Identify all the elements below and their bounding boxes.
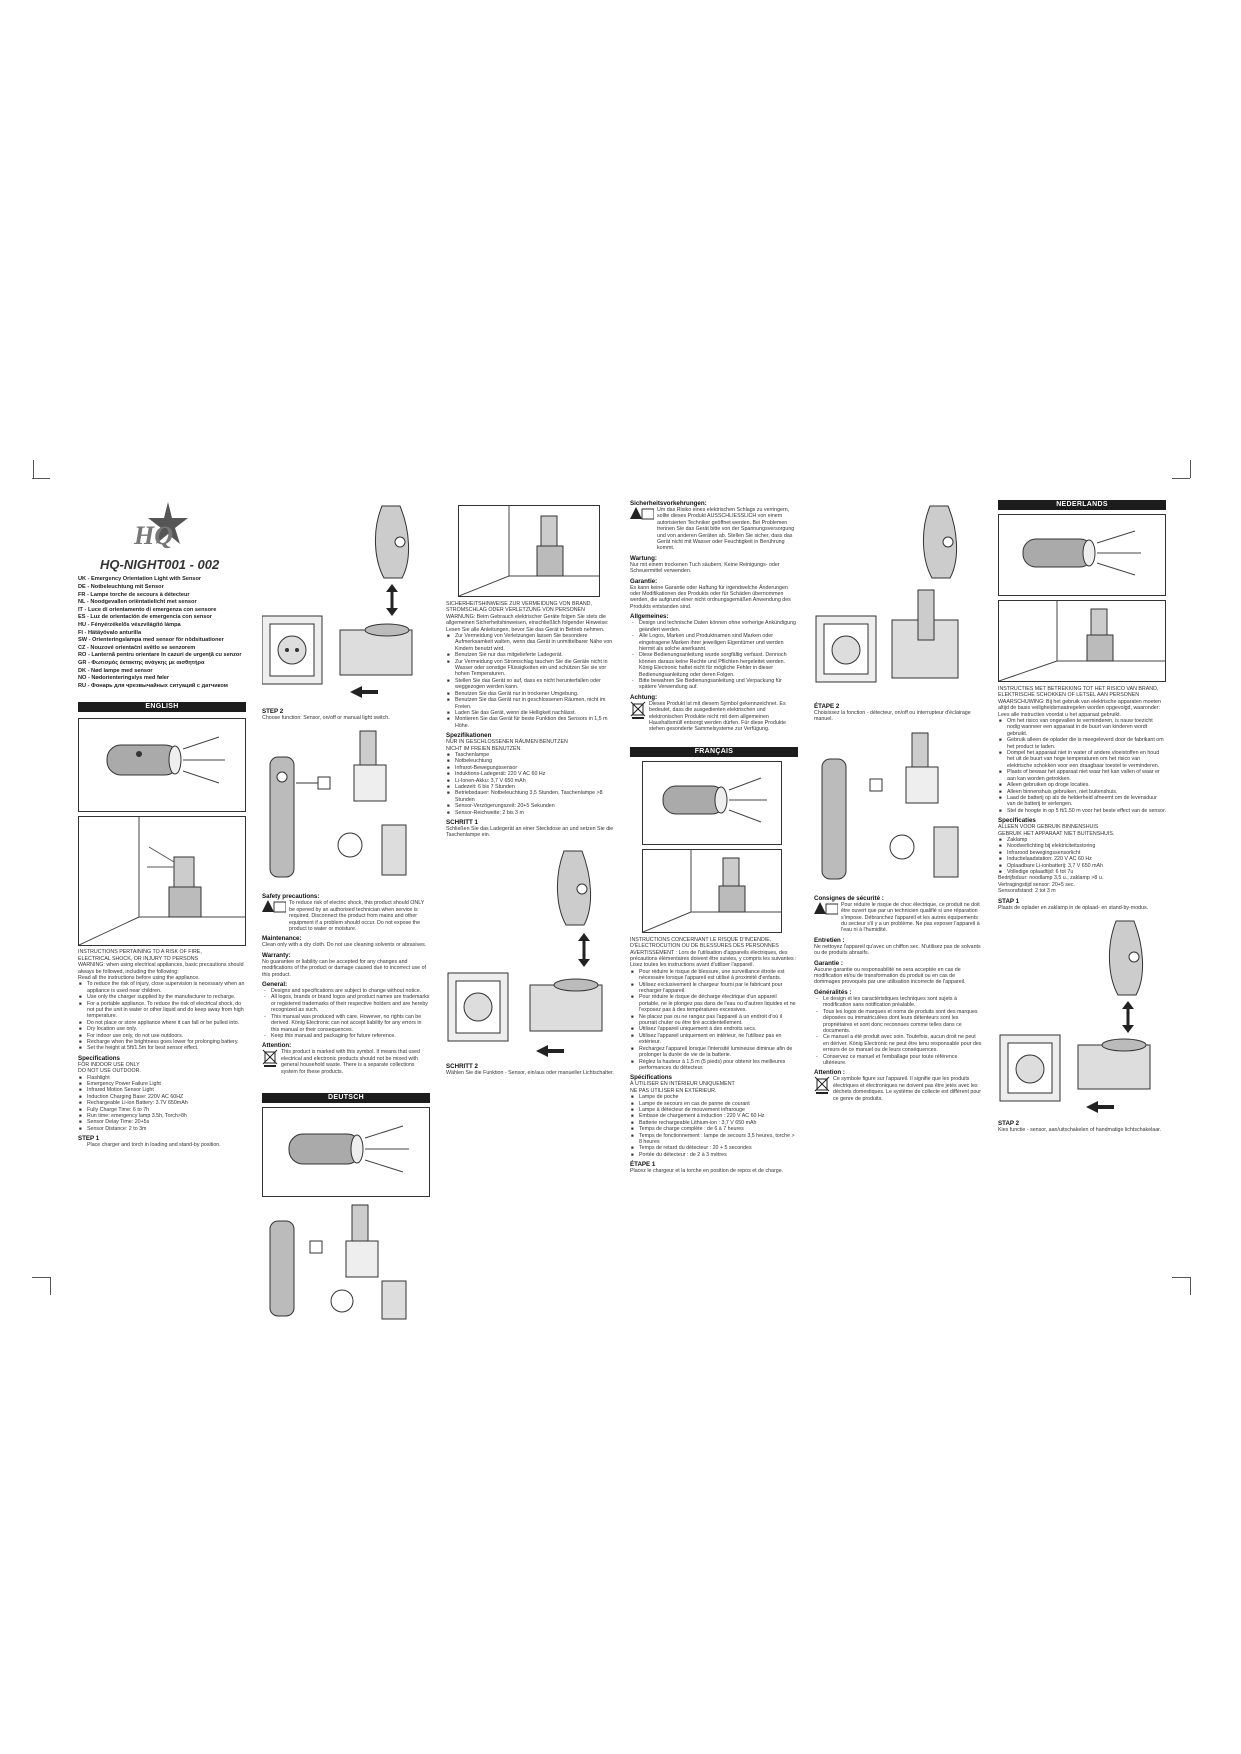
- nl-step2-title: STAP 2: [998, 1120, 1020, 1127]
- language-item: CZ - Nouzové orientační světlo se senzorem: [78, 644, 196, 651]
- torch-illustration: [642, 761, 782, 845]
- warning-icon: [630, 507, 654, 521]
- language-item: HU - Fényérzékelős vészvilágító lámpa: [78, 621, 181, 628]
- de-maint-text: Nur mit einem trockenen Tuch säubern. Keine Reinigungs- oder Scheuermittel verwenden.: [630, 561, 780, 575]
- list-item: ■ Use only the charger supplied by the manufacturer to recharge.: [87, 994, 246, 1000]
- fr-safety-title: Consignes de sécurité :: [814, 894, 884, 902]
- nl-extra-line: Bedrijfsduur: noodlamp 3,5 u., zaklamp >8 u.: [998, 875, 1104, 882]
- fr-attention-text: Ce symbole figure sur l'appareil. Il signifie que les produits électriques et électroniques ne doivent pas être jetés avec les déchets domestiques. Le système de collecte est différent pour ce genre de produits.: [833, 1076, 982, 1102]
- star-icon: [120, 500, 190, 558]
- list-item: ■ Fully Charge Time: 6 to 7h: [87, 1107, 246, 1113]
- language-item: NO - Nødorienteringslys med føler: [78, 675, 170, 682]
- section-band-nederlands: NEDERLANDS: [998, 500, 1166, 510]
- list-item: ■ Utilisez l'appareil uniquement en intérieur, ne l'utilisez pas en extérieur.: [639, 1033, 798, 1046]
- en-spec-sub: FOR INDOOR USE ONLY: [78, 1061, 140, 1068]
- fr-spec-title: Spécifications: [630, 1074, 672, 1082]
- list-item: - Bitte bewahren Sie Bedienungsanleitung und Verpackung für spätere Verwendung auf.: [639, 678, 798, 691]
- fr-attention-row: [814, 1076, 982, 1102]
- de-step2-title: SCHRITT 2: [446, 1062, 478, 1070]
- language-item: UK - Emergency Orientation Light with Sensor: [78, 576, 202, 583]
- list-item: ■ Pour réduire le risque de décharge électrique d'un appareil portable, ne le plongez pas dans de l'eau ou d'autres liquides et ne l'exposez pas à des températures excessives.: [639, 994, 798, 1013]
- language-item: DK - Nød lampe med sensor: [78, 667, 153, 674]
- de-spec-title: Spezifikationen: [446, 732, 492, 740]
- language-item: SW - Orienteringslampa med sensor för nödsituationer: [78, 637, 224, 644]
- language-item: DE - Notbeleuchtung mit Sensor: [78, 584, 164, 590]
- list-item: ■ Stellen Sie das Gerät so auf, dass es nicht herunterfallen oder weggezogen werden kann.: [455, 678, 614, 691]
- list-item: ■ Do not place or store appliance where it can fall or be pulled into.: [87, 1020, 246, 1026]
- de-warranty-title: Garantie:: [630, 577, 658, 585]
- list-item: ■ Sensor Delay Time: 20+5s: [87, 1119, 246, 1125]
- en-attention-title: Attention:: [262, 1042, 292, 1050]
- fr-spec-sub: NE PAS UTILISER EN EXTÉRIEUR.: [630, 1087, 717, 1094]
- list-item: ■ Plaats of bewaar het apparaat niet waar het kan vallen of waar er aan kan worden getrokken.: [1007, 769, 1166, 782]
- en-safety-row: [262, 900, 430, 932]
- nl-intro: INSTRUCTIES MET BETREKKING TOT HET RISICO VAN BRAND, ELEKTRISCHE SCHOKKEN OF LETSEL AAN PERSONEN WAARSCHUWING: Bij het gebruik van elektrische apparaten moeten altijd de basis veiligheidsmaatregelen worden opgevolgd, waaronder: Lees alle instructies voordat u het apparaat gebruikt.: [998, 686, 1161, 718]
- nl-spec-title: Specificaties: [998, 817, 1036, 825]
- list-item: ■ Rechargez l'appareil lorsque l'intensité lumineuse diminue afin de prolonger la durée de vie de la batterie.: [639, 1046, 798, 1059]
- list-item: ■ Run time: emergency lamp 3.5h, Torch>8h: [87, 1113, 246, 1119]
- de-safety-text: Um das Risiko eines elektrischen Schlags zu verringern, sollte dieses Produkt AUSSCHLIESSLICH von einem autorisierten Techniker geöffnet werden. Bei Problemen trennen Sie das Gerät bitte von der Spannungsversorgung und von anderen Geräten ab. Stellen Sie sicher, dass das Gerät nicht mit Wasser oder Feuchtigkeit in Berührung kommt.: [657, 507, 795, 552]
- list-item: ■ Zur Vermeidung von Stromschlag tauchen Sie die Geräte nicht in Wasser oder sonstige Flüssigkeiten ein und schützen Sie sie vor hohen Temperaturen.: [455, 659, 614, 678]
- bin-icon: [814, 1076, 830, 1094]
- nl-spec-sub: ALLEEN VOOR GEBRUIK BINNENSHUIS: [998, 824, 1099, 831]
- en-step1-text: Place charger and torch in loading and stand-by position.: [87, 1142, 221, 1149]
- warning-icon: [814, 902, 838, 916]
- en-spec-title: Specifications: [78, 1054, 120, 1062]
- warning-icon: [262, 900, 286, 914]
- column-4: [630, 500, 798, 1175]
- language-item: GR - Φωτισμός έκτακτης ανάγκης με αισθητήρα: [78, 659, 205, 666]
- list-item: ■ Emergency Power Failure Light: [87, 1081, 246, 1087]
- en-spec-sub: DO NOT USE OUTDOOR.: [78, 1068, 141, 1075]
- de-spec-list: [446, 752, 614, 816]
- crop-mark: [1190, 1277, 1192, 1295]
- fr-general-title: Généralités :: [814, 988, 852, 996]
- nl-extra-line: Sensorafstand: 2 tot 3 m: [998, 888, 1056, 895]
- charger-illustration: [262, 500, 430, 705]
- en-safety-text: To reduce risk of electric shock, this product should ONLY be opened by an authorised technician when service is required. Disconnect the product from mains and other equipment if a problem should occur. Do not expose the product to water or moisture.: [289, 900, 425, 933]
- list-item: ■ Recharge when the brightness goes lower for prolonging battery.: [87, 1039, 246, 1045]
- room-illustration: [642, 849, 782, 933]
- list-item: ■ Volledige oplaadtijd: 6 tot 7u: [1007, 869, 1166, 875]
- de-safety-title: Sicherheitsvorkehrungen:: [630, 500, 707, 507]
- fr-warranty-title: Garantie :: [814, 959, 843, 967]
- list-item: ■ Ne placez pas ou ne rangez pas l'appareil à un endroit d'où il pourrait chuter ou être tiré accidentellement.: [639, 1014, 798, 1027]
- list-item: ■ Ladezeit: 6 bis 7 Stunden: [455, 784, 614, 790]
- torch-illustration: [262, 1107, 430, 1197]
- de-attention-text: Dieses Produkt ist mit diesem Symbol gekennzeichnet. Es bedeutet, dass die ausgedienten elektrischen und elektronischen Produkte nicht mit dem allgemeinen Haushaltsmüll entsorgt werden dürfen. Für diese Produkte stehen gesonderte Sammelsysteme zur Verfügung.: [649, 700, 786, 733]
- list-item: - All logos, brands or brand logos and product names are trademarks or registered trademarks of their respective holders and are hereby recognized as such.: [271, 994, 430, 1013]
- nl-spec-sub: GEBRUIK HET APPARAAT NIET BUITENSHUIS.: [998, 830, 1115, 837]
- list-item: ■ Lampe à détecteur de mouvement infrarouge: [639, 1107, 798, 1113]
- fr-spec-list: [630, 1094, 798, 1158]
- list-item: ■ Réglez la hauteur à 1,5 m (5 pieds) pour obtenir les meilleures performances du détecteur.: [639, 1059, 798, 1072]
- en-general-title: General:: [262, 981, 288, 989]
- list-item: ■ Embase de chargement à induction : 220 V AC 60 Hz: [639, 1113, 798, 1119]
- list-item: - Le design et les caractéristiques techniques sont sujets à modification sans notification préalable.: [823, 996, 982, 1009]
- language-item: FR - Lampe torche de secours à détecteur: [78, 591, 190, 598]
- list-item: ■ Lampe de secours en cas de panne de courant: [639, 1101, 798, 1107]
- fr-step1-text: Placez le chargeur et la torche en position de repos et de charge.: [630, 1168, 784, 1175]
- language-item: RU - Фонарь для чрезвычайных ситуаций с датчиком: [78, 682, 228, 689]
- charger-illustration: [814, 500, 982, 700]
- list-item: - Designs and specifications are subject to change without notice.: [271, 988, 430, 994]
- en-general-list: [262, 988, 430, 1039]
- list-item: - Ce manuel a été produit avec soin. Toutefois, aucun droit ne peut en dériver. König Electronic ne peut être tenu responsable pour des erreurs de ce manuel ou de leurs conséquences.: [823, 1034, 982, 1053]
- list-item: ■ Infrarot-Bewegungssensor: [455, 765, 614, 771]
- column-3: [446, 505, 614, 1076]
- nl-step1-text: Plaats de oplader en zaklamp in de oplaad- en stand-by-modus.: [998, 904, 1149, 911]
- fr-step2-text: Choisissez la fonction - détecteur, on/off ou interrupteur d'éclairage manuel.: [814, 710, 971, 723]
- en-warranty-text: No guarantee or liability can be accepted for any changes and modifications of the product or damage caused due to incorrect use of this product.: [262, 958, 427, 978]
- list-item: ■ Zaklamp: [1007, 837, 1166, 843]
- fr-safety-row: [814, 902, 982, 934]
- list-item: - Diese Bedienungsanleitung wurde sorgfältig verfasst. Dennoch können daraus keine Rechte und Pflichten hergeleitet werden. König Electronic haftet nicht für mögliche Fehler in dieser Bedienungsanleitung oder deren Folgen.: [639, 652, 798, 678]
- list-item: ■ Betriebsdauer: Notbeleuchtung 3,5 Stunden, Taschenlampe >8 Stunden: [455, 790, 614, 803]
- list-item: ■ Taschenlampe: [455, 752, 614, 758]
- list-item: ■ For indoor use only, do not use outdoors.: [87, 1033, 246, 1039]
- de-attention-row: [630, 701, 798, 733]
- charger-illustration: [446, 845, 614, 1060]
- switch-illustration: [814, 727, 982, 892]
- language-item: RO - Lanternă pentru orientare în cazuri de urgenţă cu senzor: [78, 652, 242, 659]
- list-item: ■ Infrarood bewegingssensorlicht: [1007, 850, 1166, 856]
- list-item: ■ Portée du détecteur : de 2 à 3 mètres: [639, 1152, 798, 1158]
- crop-mark: [50, 1277, 52, 1295]
- torch-illustration: [78, 718, 246, 812]
- language-list: [78, 576, 246, 690]
- en-attention-row: [262, 1049, 430, 1075]
- list-item: ■ Sensor-Verzögerungszeit: 20+5 Sekunden: [455, 803, 614, 809]
- de-maint-title: Wartung:: [630, 554, 657, 562]
- en-safety-title: Safety precautions:: [262, 893, 320, 901]
- list-item: ■ Temps de retard du détecteur : 20 + 5 secondes: [639, 1145, 798, 1151]
- column-6: [998, 500, 1166, 1133]
- list-item: - Tous les logos de marques et noms de produits sont des marques déposées ou immatriculées dont leurs détenteurs sont les propriétaires et sont donc reconnues comme telles dans ce documents.: [823, 1009, 982, 1035]
- de-safety-row: [630, 507, 798, 552]
- en-attention-text: This product is marked with this symbol. It means that used electrical and electronic products should not be mixed with general household waste. There is a separate collections system for these products.: [281, 1049, 420, 1075]
- list-item: ■ Om het risico van ongevallen te verminderen, is nauw toezicht nodig wanneer een apparaat in de buurt van kinderen wordt gebruikt.: [1007, 718, 1166, 737]
- list-item: ■ For a portable appliance. To reduce the risk of electrical shock, do not put the unit in water or other liquid and do keep away from high temperature.: [87, 1001, 246, 1020]
- list-item: ■ Stel de hoogte in op 5 ft/1.50 m voor het beste effect van de sensor.: [1007, 808, 1166, 814]
- section-band-english: ENGLISH: [78, 702, 246, 712]
- en-intro-line: WARNING: when using electrical appliances, basic precautions should always be followed, including the following:: [78, 962, 244, 975]
- list-item: - Keep this manual and packaging for future reference.: [271, 1033, 430, 1039]
- en-step2-text: Choose function: Sensor, on/off or manual light switch.: [262, 715, 390, 721]
- list-item: ■ Li-Ionen-Akku: 3,7 V 650 mAh: [455, 778, 614, 784]
- en-safety-list: [78, 981, 246, 1051]
- de-general-title: Allgemeines:: [630, 613, 669, 621]
- de-warranty-text: Es kann keine Garantie oder Haftung für irgendwelche Änderungen oder Modifikationen des Produkts oder für Schäden übernommen werden, die aufgrund einer nicht ordnungsgemäßen Anwendung des Produkts entstanden sind.: [630, 584, 791, 610]
- list-item: ■ Temps de charge complète : de 6 à 7 heures: [639, 1126, 798, 1132]
- list-item: ■ Batterie rechargeable Lithium-ion : 3,7 V 650 mAh: [639, 1120, 798, 1126]
- fr-intro: INSTRUCTIONS CONCERNANT LE RISQUE D'INCENDIE, D'ÉLECTROCUTION OU DE BLESSURES DES PERSONNES AVERTISSEMENT : Lors de l'utilisation d'appareils électriques, des précautions élémentaires doivent être suivies, y compris les suivantes : Lisez toutes les instructions avant d'utiliser l'appareil.: [630, 936, 797, 969]
- crop-mark: [1172, 478, 1190, 480]
- list-item: ■ Gebruik alleen de oplader die is meegeleverd door de fabrikant om het product te laden.: [1007, 737, 1166, 750]
- room-illustration: [78, 816, 246, 946]
- section-band-deutsch: DEUTSCH: [262, 1093, 430, 1103]
- list-item: ■ Sensor Distance: 2 to 3m: [87, 1126, 246, 1132]
- fr-safety-list: [630, 969, 798, 1072]
- en-intro-line: ELECTRICAL SHOCK, OR INJURY TO PERSONS: [78, 955, 199, 962]
- fr-safety-text: Pour réduire le risque de choc électrique, ce produit ne doit être ouvert que par un technicien qualifié si une réparation s'impose. Débranchez l'appareil et les autres équipements du secteur s'il y a un problème. Ne pas exposer l'appareil à l'eau ni à l'humidité.: [841, 901, 980, 934]
- crop-mark: [32, 1276, 50, 1278]
- column-2: [262, 500, 430, 1321]
- list-item: ■ Set the height at 5ft/1.5m for best sensor effect.: [87, 1045, 246, 1051]
- list-item: ■ To reduce the risk of injury, close supervision is necessary when an appliance is used near children.: [87, 981, 246, 994]
- list-item: - Design und technische Daten können ohne vorherige Ankündigung geändert werden.: [639, 620, 798, 633]
- de-general-list: [630, 620, 798, 690]
- en-step2-title: STEP 2: [262, 708, 284, 715]
- de-spec-sub: NICHT IM FREIEN BENUTZEN.: [446, 745, 522, 752]
- nl-safety-list: [998, 718, 1166, 814]
- crop-mark: [1172, 1276, 1190, 1278]
- list-item: ■ Montieren Sie das Gerät für beste Funktion des Sensors in 1,5 m Höhe.: [455, 716, 614, 729]
- list-item: - Alle Logos, Marken und Produktnamen sind Marken oder eingetragene Marken ihrer jeweiligen Eigentümer und werden hiermit als solche anerkannt.: [639, 633, 798, 652]
- list-item: ■ Alleen gebruiken op droge locaties.: [1007, 782, 1166, 788]
- bin-icon: [630, 701, 646, 719]
- fr-maint-text: Ne nettoyez l'appareil qu'avec un chiffon sec. N'utilisez pas de solvants ou de produits abrasifs.: [814, 943, 981, 957]
- language-item: FI - Hätäyövalo anturilla: [78, 629, 142, 636]
- list-item: ■ Rechargeable Li-ion Battery: 3.7V 650mAh: [87, 1100, 246, 1106]
- bin-icon: [262, 1049, 278, 1067]
- section-band-francais: FRANÇAIS: [630, 747, 798, 757]
- list-item: ■ Inductielaadstation: 220 V AC 60 Hz: [1007, 856, 1166, 862]
- list-item: ■ Sensor-Reichweite: 2 bis 3 m: [455, 810, 614, 816]
- column-5: [814, 500, 982, 1102]
- list-item: ■ Laden Sie das Gerät, wenn die Helligkeit nachlässt.: [455, 710, 614, 716]
- de-spec-sub: NUR IN GESCHLOSSENEN RÄUMEN BENUTZEN: [446, 739, 568, 746]
- list-item: ■ Benutzen Sie das Gerät nur in trockener Umgebung.: [455, 691, 614, 697]
- language-item: NL - Noodgevallen oriëntatielicht met sensor: [78, 599, 197, 606]
- list-item: ■ Oplaadbare Li-ionbatterij: 3,7 V 650 mAh: [1007, 863, 1166, 869]
- fr-warranty-text: Aucune garantie ou responsabilité ne sera acceptée en cas de modification et/ou de transformation du produit ou en cas de dommages provoqués par une utilisation incorrecte de l'appareil.: [814, 966, 966, 986]
- list-item: ■ Notbeleuchtung: [455, 758, 614, 764]
- column-1: [78, 500, 246, 1149]
- list-item: ■ Dry location use only.: [87, 1026, 246, 1032]
- crop-mark: [1190, 460, 1192, 478]
- language-item: IT - Luce di orientamento di emergenza con sensore: [78, 606, 217, 613]
- nl-extra-line: Vertragingstijd sensor: 20+5 sec.: [998, 881, 1075, 888]
- en-step1-title: STEP 1: [78, 1135, 100, 1143]
- fr-attention-title: Attention :: [814, 1069, 845, 1077]
- fr-maint-title: Entretien :: [814, 936, 845, 944]
- room-illustration: [998, 600, 1166, 682]
- list-item: ■ Zur Vermeidung von Verletzungen lassen Sie besondere Aufmerksamkeit walten, wenn das Gerät in unmittelbarer Nähe von Kindern benutzt wird.: [455, 633, 614, 652]
- de-step1-text: Schließen Sie das Ladegerät an einer Steckdose an und setzen Sie die Taschenlampe ein.: [446, 826, 614, 839]
- svg-text:HQ: HQ: [134, 521, 173, 550]
- list-item: ■ Laad de batterij op als de helderheid afneemt om de levensduur van de batterij te verlengen.: [1007, 795, 1166, 808]
- list-item: - Conservez ce manuel et l'emballage pour toute référence ultérieure.: [823, 1054, 982, 1067]
- en-maint-text: Clean only with a dry cloth. Do not use cleaning solvents or abrasives.: [262, 942, 427, 949]
- de-step1-title: SCHRITT 1: [446, 819, 478, 826]
- list-item: ■ Alleen binnenshuis gebruiken, niet buitenshuis.: [1007, 789, 1166, 795]
- switch-illustration: [262, 725, 430, 890]
- list-item: ■ Temps de fonctionnement : lampe de secours 3,5 heures, torche > 8 heures: [639, 1133, 798, 1146]
- language-item: ES - Luz de orientación de emergencia con sensor: [78, 614, 212, 621]
- fr-spec-sub: À UTILISER EN INTÉRIEUR UNIQUEMENT: [630, 1081, 735, 1088]
- torch-illustration: [998, 514, 1166, 596]
- en-maint-title: Maintenance:: [262, 935, 302, 943]
- nl-spec-list: [998, 837, 1166, 875]
- crop-mark: [32, 460, 34, 478]
- nl-step1-title: STAP 1: [998, 897, 1020, 905]
- list-item: ■ Flashlight: [87, 1075, 246, 1081]
- fr-step1-title: ÉTAPE 1: [630, 1161, 656, 1169]
- list-item: ■ Utilisez l'appareil uniquement à des endroits secs.: [639, 1026, 798, 1032]
- nl-step2-text: Kies functie - sensor, aan/uitschakelen of handmatige lichtschakelaar.: [998, 1127, 1162, 1133]
- list-item: ■ Infrared Motion Sensor Light: [87, 1087, 246, 1093]
- list-item: ■ Pour réduire le risque de blessure, une surveillance étroite est nécessaire lorsque l'appareil est utilisé à proximité d'enfants.: [639, 969, 798, 982]
- brand-logo: [120, 500, 190, 558]
- list-item: ■ Benutzen Sie das Gerät nur in geschlossenen Räumen, nicht im Freien.: [455, 697, 614, 710]
- crop-mark: [32, 478, 50, 480]
- list-item: ■ Lampe de poche: [639, 1094, 798, 1100]
- list-item: ■ Dompel het apparaat niet in water of andere vloeistoffen en houd het uit de buurt van hoge temperaturen om het risico van elektrische schokken voor een draagbaar toestel te verminderen.: [1007, 750, 1166, 769]
- product-title: HQ-NIGHT001 - 002: [100, 557, 220, 572]
- de-step2-text: Wählen Sie die Funktion - Sensor, ein/aus oder manueller Lichtschalter.: [446, 1069, 614, 1076]
- de-intro: SICHERHEITSHINWEISE ZUR VERMEIDUNG VON BRAND, STROMSCHLAG ODER VERLETZUNG VON PERSONEN WARNUNG: Beim Gebrauch elektrischer Geräte folgen Sie stets die allgemeinen Sicherheitshinweisen, einschließlich folgender Hinweise: Lesen Sie alle Anleitungen, bevor Sie das Gerät in Betrieb nehmen.: [446, 601, 609, 633]
- list-item: ■ Utilisez exclusivement le chargeur fourni par le fabricant pour recharger l'appareil.: [639, 982, 798, 995]
- de-attention-title: Achtung:: [630, 693, 658, 701]
- en-warranty-title: Warranty:: [262, 951, 291, 959]
- list-item: ■ Noodverlichting bij elektriciteitsstoring: [1007, 843, 1166, 849]
- de-safety-list: [446, 633, 614, 729]
- switch-illustration: [262, 1201, 430, 1321]
- fr-step2-title: ÉTAPE 2: [814, 703, 840, 710]
- en-intro-line: INSTRUCTIONS PERTAINING TO A RISK OF FIRE,: [78, 949, 202, 956]
- room-illustration: [458, 505, 600, 597]
- en-spec-list: [78, 1075, 246, 1133]
- charger-illustration: [998, 917, 1166, 1117]
- en-intro-line: Read all the instructions before using the appliance.: [78, 974, 200, 981]
- list-item: - This manual was produced with care. However, no rights can be derived. König Electronic can not accept liability for any errors in this manual or their consequences.: [271, 1014, 430, 1033]
- list-item: ■ Benutzen Sie nur das mitgelieferte Ladegerät.: [455, 652, 614, 658]
- list-item: ■ Induction Charging Base: 220V AC 60HZ: [87, 1094, 246, 1100]
- fr-general-list: [814, 996, 982, 1066]
- list-item: ■ Induktions-Ladegerät: 220 V AC 60 Hz: [455, 771, 614, 777]
